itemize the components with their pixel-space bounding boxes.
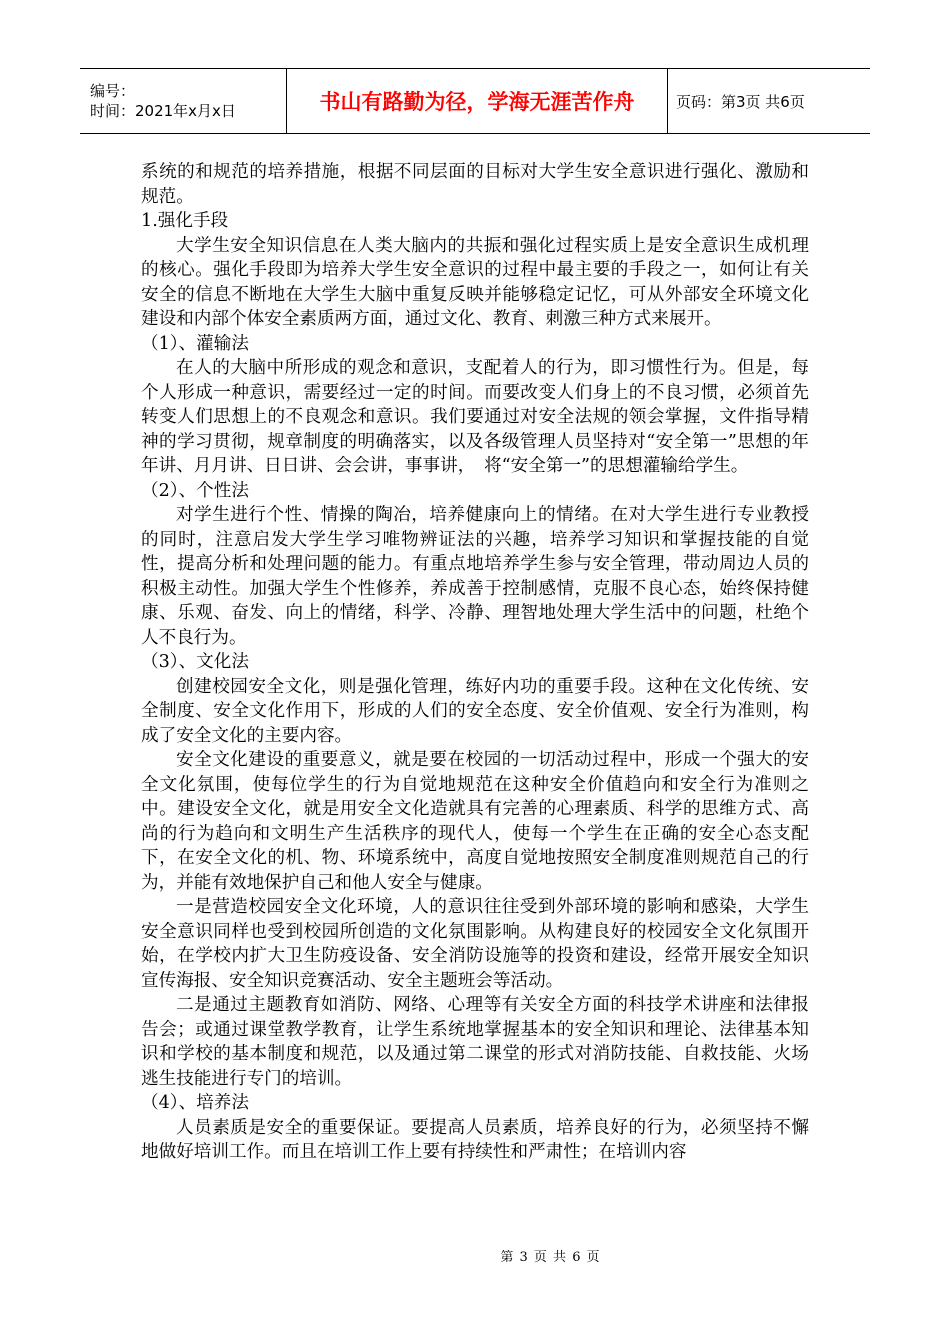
paragraph: 在人的大脑中所形成的观念和意识，支配着人的行为，即习惯性行为。但是，每个人形成一种意识，需要经过一定的时间。而要改变人们身上的不良习惯，必须首先转变人们思想上的不良观念和意识。我们要通过对安全法规的领会掌握，文件指导精神的学习贯彻，规章制度的明确落实，以及各级管理人员坚持对“安全第一”思想的年年讲、月月讲、日日讲、会会讲，事事讲， 将“安全第一”的思想灌输给学生。: [141, 358, 809, 476]
paragraph: 系统的和规范的培养措施，根据不同层面的目标对大学生安全意识进行强化、激励和规范。: [141, 162, 809, 207]
header-motto: 书山有路勤为径，学海无涯苦作舟: [287, 69, 668, 134]
subsection-heading: （4）、培养法: [141, 1093, 249, 1113]
paragraph: 人员素质是安全的重要保证。要提高人员素质，培养良好的行为，必须坚持不懈地做好培训工作。而且在培训工作上要有持续性和严肃性；在培训内容: [141, 1117, 809, 1162]
paragraph: 安全文化建设的重要意义，就是要在校园的一切活动过程中，形成一个强大的安全文化氛围，使每位学生的行为自觉地规范在这种安全价值趋向和安全行为准则之中。建设安全文化，就是用安全文化造就具有完善的心理素质、科学的思维方式、高尚的行为趋向和文明生产生活秩序的现代人，使每一个学生在正确的安全心态支配下，在安全文化的机、物、环境系统中，高度自觉地按照安全制度准则规范自己的行为，并能有效地保护自己和他人安全与健康。: [141, 750, 809, 893]
subsection-heading: （1）、灌输法: [141, 333, 249, 354]
paragraph: 一是营造校园安全文化环境，人的意识往往受到外部环境的影响和感染，大学生安全意识同样也受到校园所创造的文化氛围影响。从构建良好的校园安全文化氛围开始，在学校内扩大卫生防疫设备、安全消防设施等的投资和建设，经常开展安全知识宣传海报、安全知识竞赛活动、安全主题班会等活动。: [141, 897, 809, 991]
paragraph: 对学生进行个性、情操的陶冶，培养健康向上的情绪。在对大学生进行专业教授的同时，注意启发大学生学习唯物辨证法的兴趣，培养学习知识和掌握技能的自觉性，提高分析和处理问题的能力。有重点地培养学生参与安全管理，带动周边人员的积极主动性。加强大学生个性修养，养成善于控制感情，克服不良心态，始终保持健康、乐观、奋发、向上的情绪，科学、冷静、理智地处理大学生活中的问题，杜绝个人不良行为。: [141, 505, 809, 648]
paragraph: 创建校园安全文化，则是强化管理，练好内功的重要手段。这种在文化传统、安全制度、安全文化作用下，形成的人们的安全态度、安全价值观、安全行为准则，构成了安全文化的主要内容。: [141, 676, 809, 746]
document-number-label: 编号：: [90, 82, 136, 100]
document-time-label: 时间：2021年x月x日: [90, 102, 236, 120]
subsection-heading: （2）、个性法: [141, 480, 249, 501]
paragraph: 大学生安全知识信息在人类大脑内的共振和强化过程实质上是安全意识生成机理的核心。强化手段即为培养大学生安全意识的过程中最主要的手段之一，如何让有关安全的信息不断地在大学生大脑中重复反映并能够稳定记忆，可从外部安全环境文化建设和内部个体安全素质两方面，通过文化、教育、刺激三种方式来展开。: [141, 235, 809, 329]
header-meta: [80, 69, 287, 134]
subsection-heading: （3）、文化法: [141, 652, 249, 672]
header-page-label: 页码：第3页 共6页: [668, 69, 871, 134]
page-footer: 第 3 页 共 6 页: [500, 1250, 600, 1265]
page-header: [80, 68, 870, 134]
section-heading: 1.强化手段: [141, 211, 229, 231]
paragraph: 二是通过主题教育如消防、网络、心理等有关安全方面的科技学术讲座和法律报告会；或通过课堂教学教育，让学生系统地掌握基本的安全知识和理论、法律基本知识和学校的基本制度和规范，以及通过第二课堂的形式对消防技能、自救技能、火场逃生技能进行专门的培训。: [141, 995, 809, 1089]
document-body: [141, 160, 809, 1165]
